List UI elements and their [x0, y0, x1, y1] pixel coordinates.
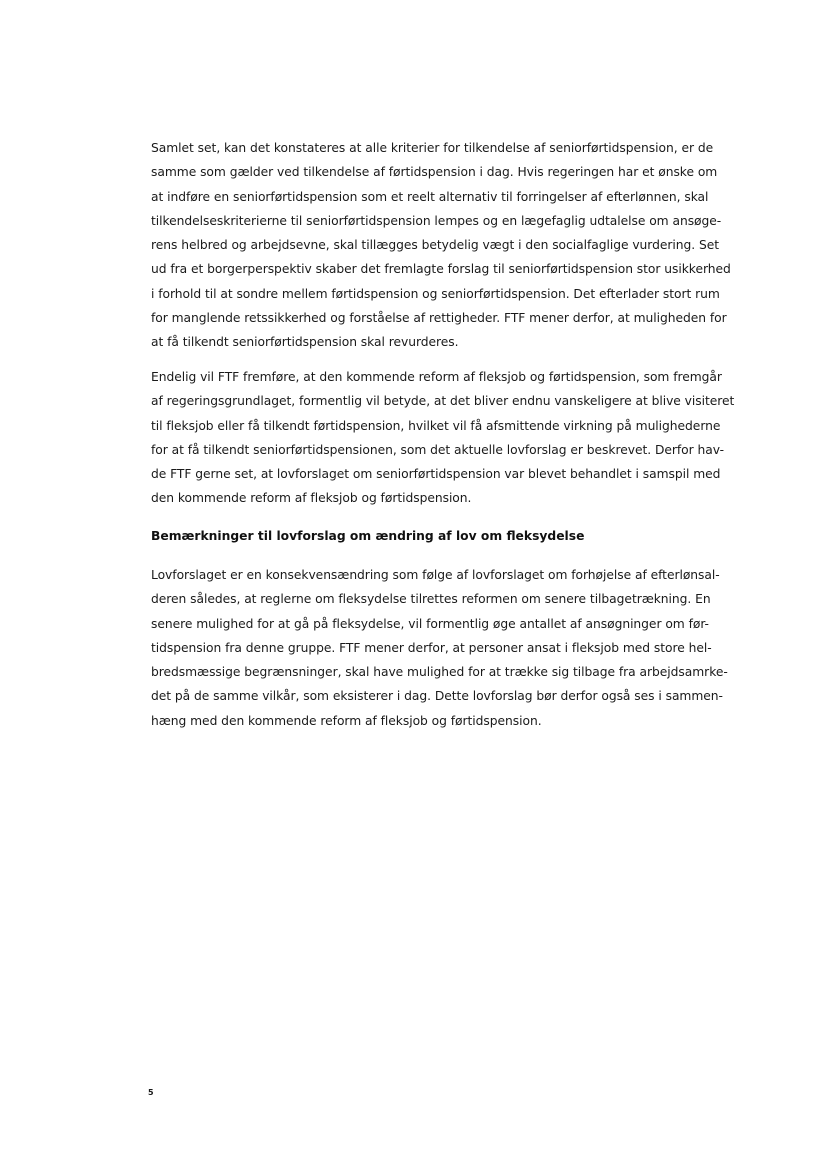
- text-line: af regeringsgrundlaget, formentlig vil betyde, at det bliver endnu vanskeligere at blive visiteret: [151, 394, 735, 409]
- text-line: samme som gælder ved tilkendelse af førtidspension i dag. Hvis regeringen har et ønske om: [151, 165, 718, 180]
- text-line: at få tilkendt seniorførtidspension skal revurderes.: [151, 335, 459, 350]
- text-line: deren således, at reglerne om fleksydelse tilrettes reformen om senere tilbagetrækning. En: [151, 592, 711, 607]
- heading-text: Bemærkninger til lovforslag om ændring af lov om fleksydelse: [151, 529, 585, 543]
- text-line: i forhold til at sondre mellem førtidspension og seniorførtidspension. Det efterlader stort rum: [151, 286, 720, 301]
- text-line: den kommende reform af fleksjob og førtidspension.: [151, 491, 472, 506]
- paragraph-fleksydelse: [151, 563, 728, 733]
- section-heading: [151, 524, 711, 548]
- paragraph-reform-fleksjob: [151, 365, 735, 511]
- text-line: at indføre en seniorførtidspension som et reelt alternativ til forringelser af efterlønnen, skal: [151, 189, 709, 204]
- text-line: tilkendelseskriterierne til seniorførtidspension lempes og en lægefaglig udtalelse om ansøge-: [151, 213, 722, 228]
- text-line: rens helbred og arbejdsevne, skal tillægges betydelig vægt i den socialfaglige vurdering. Set: [151, 238, 719, 253]
- text-line: Endelig vil FTF fremføre, at den kommende reform af fleksjob og førtidspension, som fremgår: [151, 370, 722, 384]
- text-line: Samlet set, kan det konstateres at alle kriterier for tilkendelse af seniorførtidspension, er de: [151, 141, 714, 155]
- text-line: de FTF gerne set, at lovforslaget om seniorførtidspension var blevet behandlet i samspil med: [151, 467, 721, 482]
- text-line: senere mulighed for at gå på fleksydelse, vil formentlig øge antallet af ansøgninger om før-: [151, 616, 709, 631]
- text-line: bredsmæssige begrænsninger, skal have mulighed for at trække sig tilbage fra arbejdsamrke-: [151, 665, 728, 680]
- text-line: Lovforslaget er en konsekvensændring som følge af lovforslaget om forhøjelse af efterlønsal-: [151, 568, 720, 582]
- text-line: tidspension fra denne gruppe. FTF mener derfor, at personer ansat i fleksjob med store hel-: [151, 640, 712, 655]
- paragraph-seniorfortidspension: [151, 136, 731, 355]
- text-line: hæng med den kommende reform af fleksjob og førtidspension.: [151, 713, 542, 728]
- text-line: for manglende retssikkerhed og forståelse af rettigheder. FTF mener derfor, at muligheden for: [151, 311, 727, 326]
- text-line: ud fra et borgerperspektiv skaber det fremlagte forslag til seniorførtidspension stor usikkerhed: [151, 262, 731, 277]
- text-line: for at få tilkendt seniorførtidspensionen, som det aktuelle lovforslag er beskrevet. Derfor hav-: [151, 442, 725, 457]
- page-number: 5: [148, 1088, 154, 1097]
- text-line: til fleksjob eller få tilkendt førtidspension, hvilket vil få afsmittende virkning på mulighederne: [151, 418, 721, 433]
- text-line: det på de samme vilkår, som eksisterer i dag. Dette lovforslag bør derfor også ses i sammen-: [151, 689, 723, 704]
